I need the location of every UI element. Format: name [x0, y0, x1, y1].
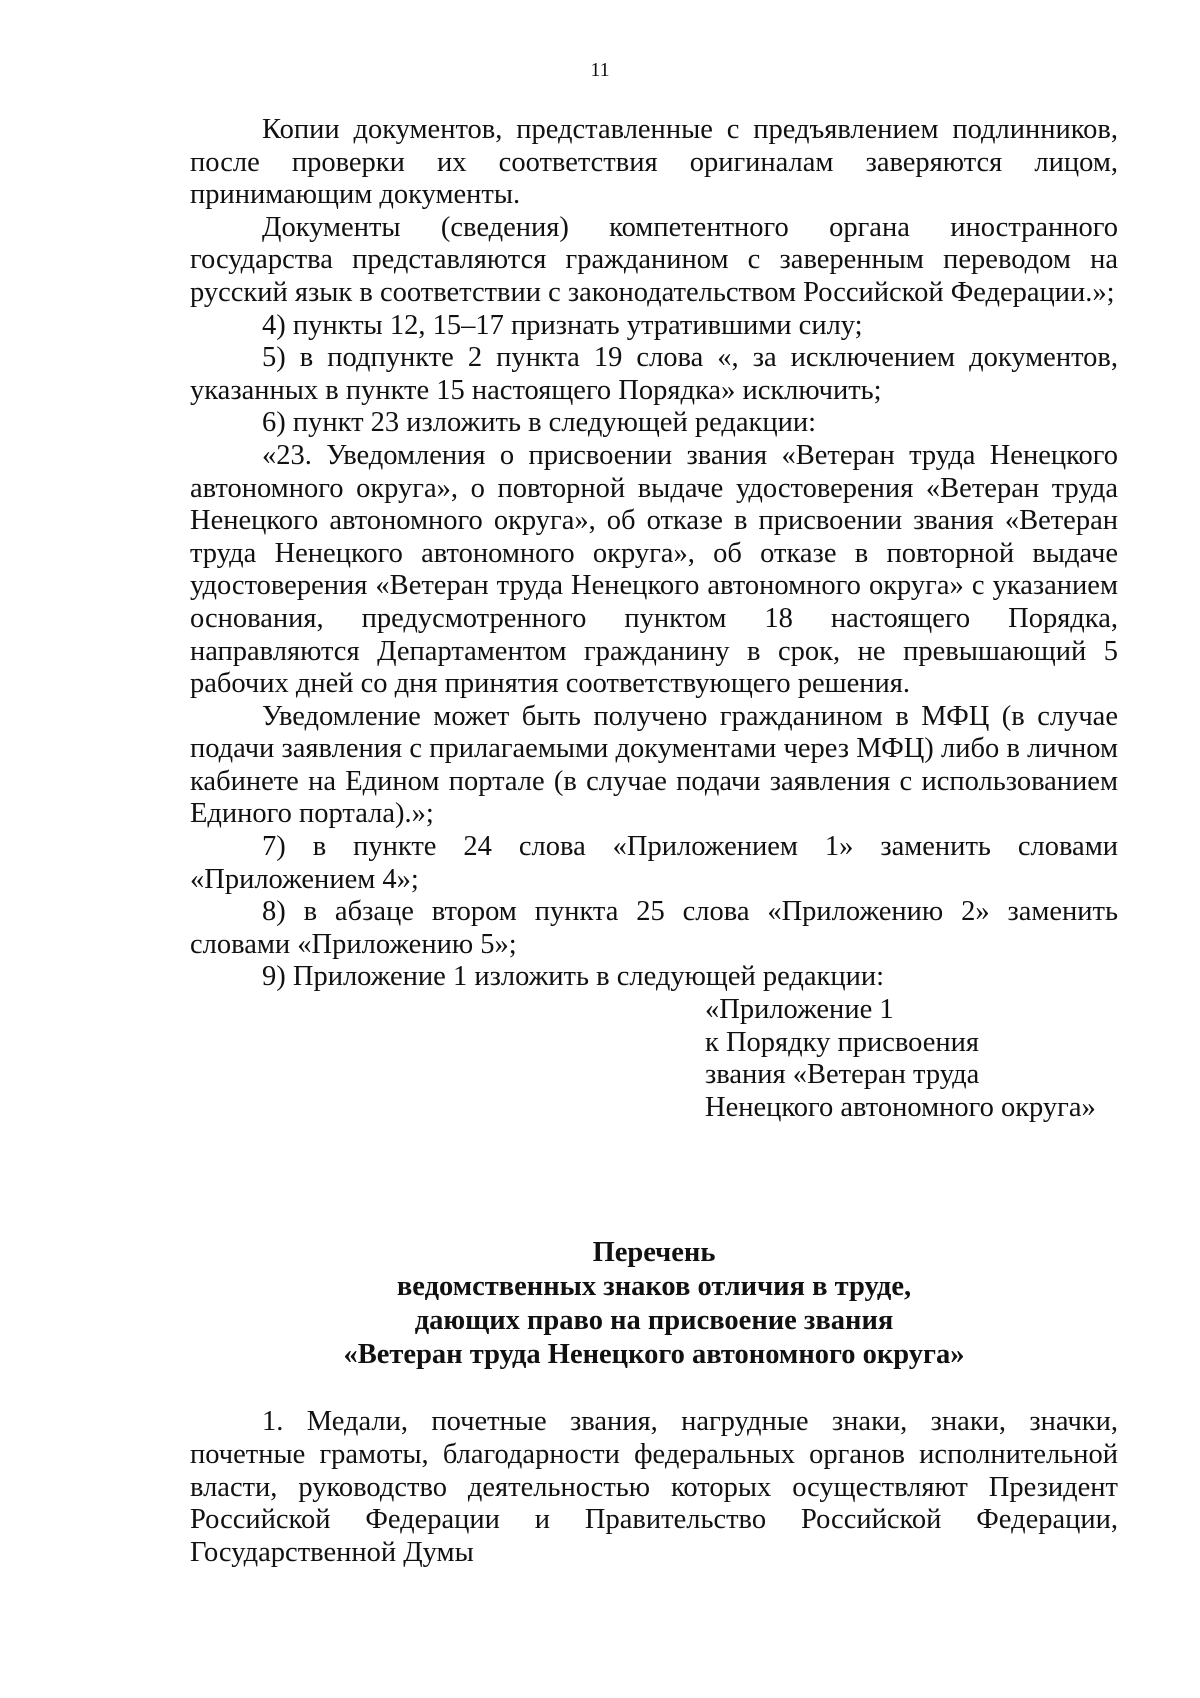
page-number: 11 [590, 59, 610, 81]
appendix-header-line: Ненецкого автономного округа» [705, 1091, 1096, 1123]
paragraph-notification: Уведомление может быть получено гражданином в МФЦ (в случае подачи заявления с прилагаемыми документами через МФЦ) либо в личном кабинете на Едином портале (в случае подачи заявления с использованием Единого портала).»; [190, 700, 1118, 830]
appendix-header-line: «Приложение 1 [705, 994, 894, 1026]
list-title-line: Перечень [592, 1237, 716, 1269]
appendix-header [705, 994, 1118, 1124]
document-body [190, 114, 1118, 1569]
list-content [190, 1406, 1118, 1569]
list-title [190, 1236, 1118, 1372]
list-title-line: «Ветеран труда Ненецкого автономного округа» [343, 1339, 965, 1371]
paragraph-item-4: 4) пункты 12, 15–17 признать утратившими силу; [262, 309, 863, 341]
paragraph-item-8: 8) в абзаце втором пункта 25 слова «Приложению 2» заменить словами «Приложению 5»; [190, 896, 1118, 960]
paragraph-point-23: «23. Уведомления о присвоении звания «Ветеран труда Ненецкого автономного округа», о повторной выдаче удостоверения «Ветеран труда Ненецкого автономного округа», об отказе в присвоении звания «Ветеран труда Ненецкого автономного округа», об отказе в повторной выдаче удостоверения «Ветеран труда Ненецкого автономного округа» с указанием основания, предусмотренного пунктом 18 настоящего Порядка, направляются Департаментом гражданину в срок, не превышающий 5 рабочих дней со дня принятия соответствующего решения. [190, 439, 1118, 700]
paragraph-item-5: 5) в подпункте 2 пункта 19 слова «, за исключением документов, указанных в пункте 15 настоящего Порядка» исключить; [190, 342, 1118, 406]
list-title-line: дающих право на присвоение звания [414, 1305, 894, 1337]
appendix-header-line: к Порядку присвоения [705, 1026, 980, 1058]
paragraph-item-7: 7) в пункте 24 слова «Приложением 1» заменить словами «Приложением 4»; [190, 831, 1118, 895]
paragraph-foreign-documents: Документы (сведения) компетентного органа иностранного государства представляются гражданином с заверенным переводом на русский язык в соответствии с законодательством Российской Федерации.»; [190, 211, 1118, 308]
list-item-1: 1. Медали, почетные звания, нагрудные знаки, знаки, значки, почетные грамоты, благодарности федеральных органов исполнительной власти, руководство деятельностью которых осуществляют Президент Российской Федерации и Правительство Российской Федерации, Государственной Думы [190, 1406, 1118, 1568]
paragraph-item-9: 9) Приложение 1 изложить в следующей редакции: [262, 961, 885, 993]
appendix-header-line: звания «Ветеран труда [705, 1059, 980, 1091]
paragraph-copies: Копии документов, представленные с предъявлением подлинников, после проверки их соответствия оригиналам заверяются лицом, принимающим документы. [190, 114, 1118, 211]
list-title-line: ведомственных знаков отличия в труде, [396, 1271, 912, 1303]
paragraph-item-6: 6) пункт 23 изложить в следующей редакции: [262, 407, 817, 439]
